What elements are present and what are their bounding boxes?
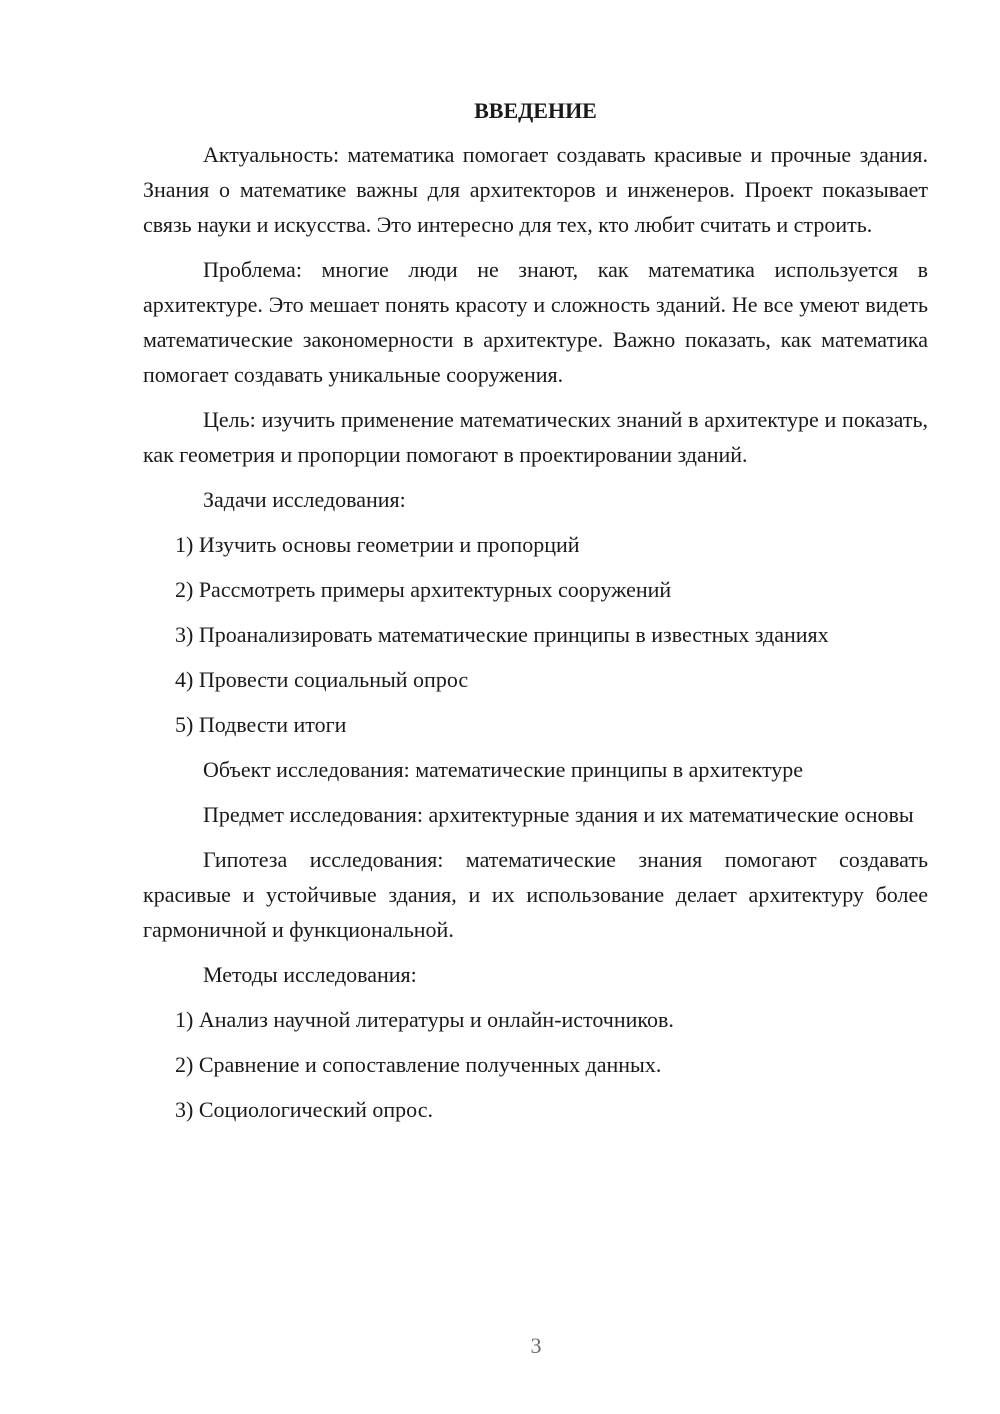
object-paragraph: Объект исследования: математические принципы в архитектуре xyxy=(203,757,804,782)
subject-paragraph: Предмет исследования: архитектурные здания и их математические основы xyxy=(203,802,914,827)
hypothesis-paragraph: Гипотеза исследования: математические знания помогают создавать красивые и устойчивые здания, и их использование делает архитектуру более гармоничной и функциональной. xyxy=(143,847,928,942)
tasks-heading: Задачи исследования: xyxy=(203,487,406,512)
page-number: 3 xyxy=(530,1333,542,1358)
list-item: 2) Рассмотреть примеры архитектурных сооружений xyxy=(175,577,672,602)
list-item: 1) Анализ научной литературы и онлайн-источников. xyxy=(175,1007,674,1032)
list-item: 1) Изучить основы геометрии и пропорций xyxy=(175,532,580,557)
list-item: 2) Сравнение и сопоставление полученных данных. xyxy=(175,1052,662,1077)
list-item: 5) Подвести итоги xyxy=(175,712,347,737)
methods-heading: Методы исследования: xyxy=(203,962,417,987)
relevance-paragraph: Актуальность: математика помогает создавать красивые и прочные здания. Знания о математике важны для архитекторов и инженеров. Проект показывает связь науки и искусства. Это интересно для тех, кто любит считать и строить. xyxy=(143,142,928,237)
list-item: 3) Социологический опрос. xyxy=(175,1097,433,1122)
page-content xyxy=(143,96,928,1137)
methods-list xyxy=(143,1002,928,1127)
problem-paragraph: Проблема: многие люди не знают, как математика используется в архитектуре. Это мешает понять красоту и сложность зданий. Не все умеют видеть математические закономерности в архитектуре. Важно показать, как математика помогает создавать уникальные сооружения. xyxy=(143,257,928,387)
list-item: 3) Проанализировать математические принципы в известных зданиях xyxy=(175,622,829,647)
page-title: ВВЕДЕНИЕ xyxy=(474,98,597,123)
list-item: 4) Провести социальный опрос xyxy=(175,667,469,692)
tasks-list xyxy=(143,527,928,742)
goal-paragraph: Цель: изучить применение математических знаний в архитектуре и показать, как геометрия и пропорции помогают в проектировании зданий. xyxy=(143,407,928,467)
